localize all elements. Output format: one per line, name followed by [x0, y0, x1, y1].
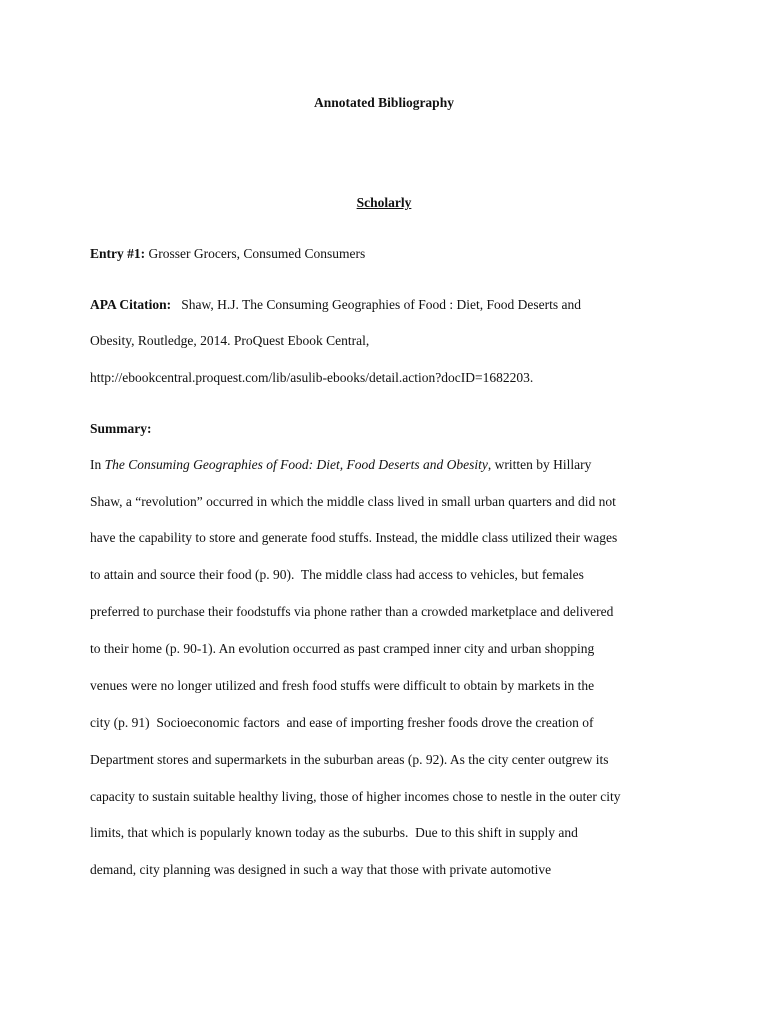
citation-line-1: [90, 296, 581, 314]
section-heading: Scholarly: [356, 195, 412, 210]
summary-line: demand, city planning was designed in such a way that those with private automotive: [90, 862, 552, 877]
summary-line: Shaw, a “revolution” occurred in which the middle class lived in small urban quarters and did not: [90, 494, 616, 509]
summary-line-1: [90, 456, 591, 474]
summary-line: capacity to sustain suitable healthy living, those of higher incomes chose to nestle in the outer city: [90, 789, 621, 804]
entry-label: Entry #1:: [90, 246, 146, 261]
summary-line: limits, that which is popularly known today as the suburbs. Due to this shift in supply and: [90, 825, 578, 840]
entry-title: Grosser Grocers, Consumed Consumers: [148, 246, 366, 261]
summary-label: Summary:: [90, 421, 152, 436]
citation-label: APA Citation:: [90, 297, 172, 312]
summary-line: have the capability to store and generate food stuffs. Instead, the middle class utilized their wages: [90, 530, 618, 545]
document-title: Annotated Bibliography: [314, 95, 454, 110]
summary-line: preferred to purchase their foodstuffs via phone rather than a crowded marketplace and delivered: [90, 604, 614, 619]
summary-line: to attain and source their food (p. 90). The middle class had access to vehicles, but females: [90, 567, 584, 582]
citation-text-1: Shaw, H.J. The Consuming Geographies of Food : Diet, Food Deserts and: [181, 297, 581, 312]
book-title: The Consuming Geographies of Food: Diet, Food Deserts and Obesity: [104, 457, 488, 472]
citation-line-3: http://ebookcentral.proquest.com/lib/asulib-ebooks/detail.action?docID=1682203.: [90, 370, 534, 385]
summary-prefix: In: [90, 457, 105, 472]
summary-line: to their home (p. 90-1). An evolution occurred as past cramped inner city and urban shopping: [90, 641, 595, 656]
citation-line-2: Obesity, Routledge, 2014. ProQuest Ebook Central,: [90, 333, 370, 348]
entry-line: [90, 245, 365, 263]
summary-line: venues were no longer utilized and fresh food stuffs were difficult to obtain by markets in the: [90, 678, 595, 693]
summary-line: city (p. 91) Socioeconomic factors and ease of importing fresher foods drove the creation of: [90, 715, 594, 730]
summary-suffix: , written by Hillary: [487, 457, 592, 472]
summary-line: Department stores and supermarkets in the suburban areas (p. 92). As the city center outgrew its: [90, 752, 609, 767]
